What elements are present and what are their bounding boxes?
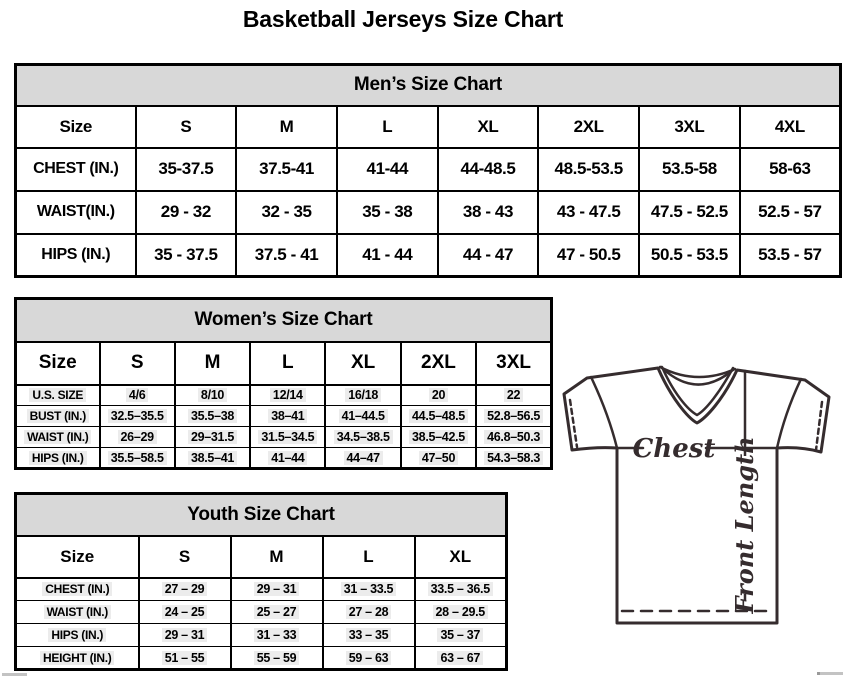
size-value-cell: 4/6 xyxy=(100,385,175,406)
size-value-cell: 43 - 47.5 xyxy=(538,191,639,234)
size-column-header: 3XL xyxy=(639,106,740,148)
size-value-cell: 41-44 xyxy=(337,148,438,191)
size-value-cell: 41–44 xyxy=(250,448,325,469)
table-row xyxy=(16,234,841,277)
table-row xyxy=(16,148,841,191)
front-length-label: Front Length xyxy=(730,436,759,614)
page-title: Basketball Jerseys Size Chart xyxy=(242,6,564,32)
size-column-header: XL xyxy=(415,536,507,578)
size-value-cell: 24 – 25 xyxy=(139,601,231,624)
row-label: CHEST (IN.) xyxy=(16,148,136,191)
size-header-row xyxy=(16,106,841,148)
size-value-cell: 38.5–41 xyxy=(175,448,250,469)
size-value-cell: 35 – 37 xyxy=(415,624,507,647)
size-value-cell: 55 – 59 xyxy=(231,647,323,670)
size-column-header: M xyxy=(175,342,250,385)
row-label: WAIST(IN.) xyxy=(16,191,136,234)
size-value-cell: 28 – 29.5 xyxy=(415,601,507,624)
row-label: WAIST (IN.) xyxy=(16,601,139,624)
size-value-cell: 38–41 xyxy=(250,406,325,427)
size-column-header: L xyxy=(250,342,325,385)
size-column-header: M xyxy=(231,536,323,578)
size-column-header: M xyxy=(236,106,337,148)
table-title-row xyxy=(16,299,552,342)
youth-size-chart-table xyxy=(14,492,508,671)
size-value-cell: 32.5–35.5 xyxy=(100,406,175,427)
size-value-cell: 50.5 - 53.5 xyxy=(639,234,740,277)
size-column-header: 3XL xyxy=(476,342,551,385)
size-value-cell: 38.5–42.5 xyxy=(401,427,476,448)
row-label: BUST (IN.) xyxy=(16,406,100,427)
size-corner-label: Size xyxy=(16,106,136,148)
size-value-cell: 27 – 29 xyxy=(139,578,231,601)
table-row xyxy=(16,406,552,427)
size-value-cell: 35-37.5 xyxy=(136,148,237,191)
size-column-header: XL xyxy=(325,342,400,385)
size-value-cell: 16/18 xyxy=(325,385,400,406)
size-value-cell: 44 - 47 xyxy=(438,234,539,277)
jersey-outline-drawing xyxy=(558,360,840,640)
size-column-header: S xyxy=(139,536,231,578)
row-label: WAIST (IN.) xyxy=(16,427,100,448)
table-title-row xyxy=(16,65,841,106)
size-value-cell: 54.3–58.3 xyxy=(476,448,551,469)
size-value-cell: 31.5–34.5 xyxy=(250,427,325,448)
size-value-cell: 29 – 31 xyxy=(231,578,323,601)
size-value-cell: 47.5 - 52.5 xyxy=(639,191,740,234)
table-row xyxy=(16,385,552,406)
table-row xyxy=(16,624,507,647)
size-value-cell: 8/10 xyxy=(175,385,250,406)
size-value-cell: 31 – 33 xyxy=(231,624,323,647)
scrollbar-artifact-left xyxy=(2,673,27,676)
table-title: Men’s Size Chart xyxy=(16,65,841,106)
table-title-row xyxy=(16,494,507,536)
size-value-cell: 26–29 xyxy=(100,427,175,448)
row-label: HIPS (IN.) xyxy=(16,234,136,277)
size-value-cell: 27 – 28 xyxy=(323,601,415,624)
size-value-cell: 12/14 xyxy=(250,385,325,406)
size-value-cell: 59 – 63 xyxy=(323,647,415,670)
size-value-cell: 48.5-53.5 xyxy=(538,148,639,191)
size-value-cell: 52.8–56.5 xyxy=(476,406,551,427)
table-row xyxy=(16,448,552,469)
size-value-cell: 47–50 xyxy=(401,448,476,469)
size-value-cell: 37.5 - 41 xyxy=(236,234,337,277)
size-value-cell: 41–44.5 xyxy=(325,406,400,427)
size-value-cell: 44.5–48.5 xyxy=(401,406,476,427)
size-header-row xyxy=(16,342,552,385)
size-value-cell: 63 – 67 xyxy=(415,647,507,670)
size-value-cell: 37.5-41 xyxy=(236,148,337,191)
size-value-cell: 44–47 xyxy=(325,448,400,469)
mens-size-chart-table xyxy=(14,63,842,278)
chest-label: Chest xyxy=(632,434,716,464)
size-value-cell: 46.8–50.3 xyxy=(476,427,551,448)
size-value-cell: 29–31.5 xyxy=(175,427,250,448)
row-label: HEIGHT (IN.) xyxy=(16,647,139,670)
table-row xyxy=(16,601,507,624)
size-column-header: XL xyxy=(438,106,539,148)
size-value-cell: 29 – 31 xyxy=(139,624,231,647)
size-value-cell: 51 – 55 xyxy=(139,647,231,670)
row-label: CHEST (IN.) xyxy=(16,578,139,601)
size-column-header: S xyxy=(100,342,175,385)
size-column-header: S xyxy=(136,106,237,148)
scrollbar-artifact-right xyxy=(817,672,843,675)
size-value-cell: 32 - 35 xyxy=(236,191,337,234)
size-value-cell: 53.5 - 57 xyxy=(740,234,841,277)
size-value-cell: 47 - 50.5 xyxy=(538,234,639,277)
table-row xyxy=(16,578,507,601)
size-value-cell: 38 - 43 xyxy=(438,191,539,234)
size-value-cell: 31 – 33.5 xyxy=(323,578,415,601)
size-value-cell: 53.5-58 xyxy=(639,148,740,191)
table-title: Women’s Size Chart xyxy=(16,299,552,342)
table-row xyxy=(16,647,507,670)
size-corner-label: Size xyxy=(16,536,139,578)
size-value-cell: 35 - 38 xyxy=(337,191,438,234)
row-label: HIPS (IN.) xyxy=(16,448,100,469)
size-value-cell: 25 – 27 xyxy=(231,601,323,624)
size-value-cell: 33 – 35 xyxy=(323,624,415,647)
size-value-cell: 20 xyxy=(401,385,476,406)
size-column-header: 4XL xyxy=(740,106,841,148)
size-value-cell: 34.5–38.5 xyxy=(325,427,400,448)
table-row xyxy=(16,427,552,448)
size-value-cell: 35.5–58.5 xyxy=(100,448,175,469)
size-column-header: 2XL xyxy=(401,342,476,385)
table-row xyxy=(16,191,841,234)
size-value-cell: 52.5 - 57 xyxy=(740,191,841,234)
size-corner-label: Size xyxy=(16,342,100,385)
size-value-cell: 41 - 44 xyxy=(337,234,438,277)
size-value-cell: 22 xyxy=(476,385,551,406)
size-value-cell: 33.5 – 36.5 xyxy=(415,578,507,601)
size-value-cell: 35 - 37.5 xyxy=(136,234,237,277)
table-title: Youth Size Chart xyxy=(16,494,507,536)
size-column-header: 2XL xyxy=(538,106,639,148)
size-value-cell: 58-63 xyxy=(740,148,841,191)
size-value-cell: 35.5–38 xyxy=(175,406,250,427)
jersey-measurement-diagram xyxy=(558,360,840,640)
size-header-row xyxy=(16,536,507,578)
size-column-header: L xyxy=(323,536,415,578)
row-label: HIPS (IN.) xyxy=(16,624,139,647)
size-value-cell: 29 - 32 xyxy=(136,191,237,234)
row-label: U.S. SIZE xyxy=(16,385,100,406)
size-value-cell: 44-48.5 xyxy=(438,148,539,191)
size-column-header: L xyxy=(337,106,438,148)
womens-size-chart-table xyxy=(14,297,553,470)
